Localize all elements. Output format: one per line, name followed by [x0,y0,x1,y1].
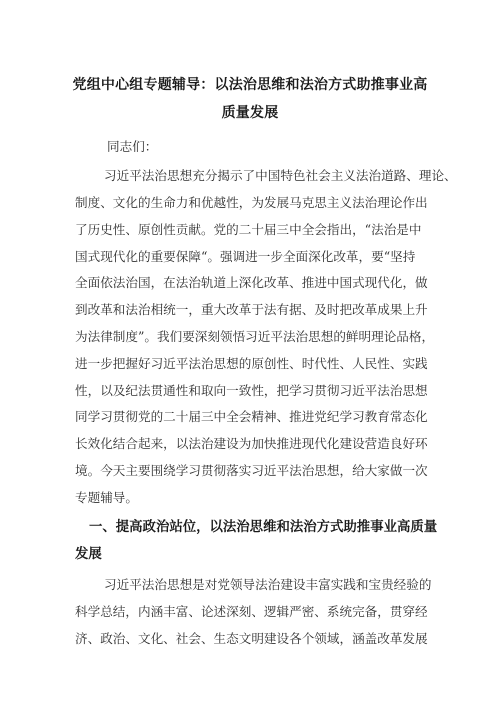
section-heading-1-line-1: 一、提高政治站位，以法治思维和法治方式助推事业高质量 [89,520,438,535]
paragraph-line: 进一步把握好习近平法治思想的原创性、时代性、人民性、实践 [75,356,428,371]
paragraph-line: 同学习贯彻党的二十届三中全会精神、推进党纪学习教育常态化 [75,409,428,424]
paragraph-line: 制度、文化的生命力和优越性，为发展马克思主义法治理论作出 [75,195,428,210]
document-title-line-1: 党组中心组专题辅导：以法治思维和法治方式助推事业高 [72,77,428,93]
paragraph-line: 全面依法治国，在法治轨道上深化改革、推进中国式现代化，做 [75,275,428,290]
salutation: 同志们： [107,139,158,154]
paragraph-line: 了历史性、原创性贡献。党的二十届三中全会指出，“法治是中 [75,222,422,237]
paragraph-line: 习近平法治思想是对党领导法治建设丰富实践和宝贵经验的 [104,577,432,592]
paragraph-line: 科学总结，内涵丰富、论述深刻、逻辑严密、系统完备，贯穿经 [75,604,428,619]
paragraph-line: 境。今天主要围绕学习贯彻落实习近平法治思想，给大家做一次 [75,463,428,478]
document-title-line-2: 质量发展 [221,105,279,121]
paragraph-line: 为法律制度”。我们要深刻领悟习近平法治思想的鲜明理论品格， [75,329,435,344]
paragraph-line: 专题辅导。 [75,490,138,505]
paragraph-line: 性，以及纪法贯通性和取向一致性，把学习贯彻习近平法治思想 [75,383,428,398]
paragraph-line: 到改革和法治相统一，重大改革于法有据、及时把改革成果上升 [75,302,428,317]
paragraph-line: 长效化结合起来，以法治建设为加快推进现代化建设营造良好环 [75,436,428,451]
paragraph-line: 习近平法治思想充分揭示了中国特色社会主义法治道路、理论、 [104,168,457,183]
paragraph-line: 国式现代化的重要保障“。强调进一步全面深化改革，要“坚持 [75,249,416,264]
section-heading-1-line-2: 发展 [75,547,102,562]
paragraph-line: 济、政治、文化、社会、生态文明建设各个领域，涵盖改革发展 [75,631,428,646]
